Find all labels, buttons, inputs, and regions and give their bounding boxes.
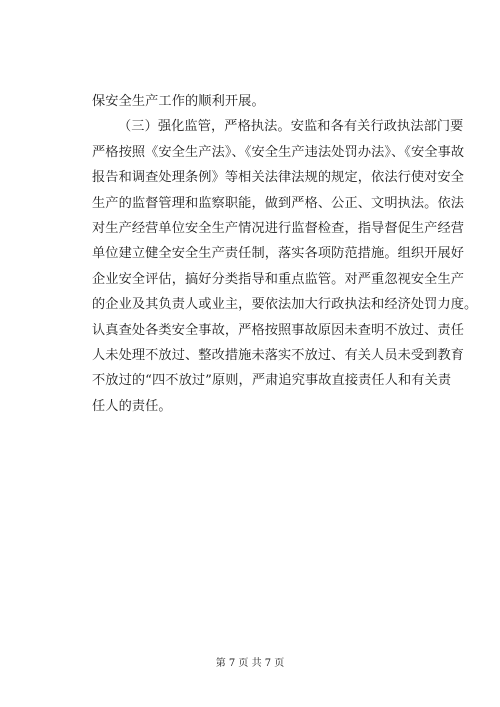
text-line: 严格按照《安全生产法》、《安全生产违法处罚办法》、《安全事故 <box>92 144 465 160</box>
page-number-footer: 第 7 页 共 7 页 <box>215 658 285 669</box>
document-body <box>92 89 478 419</box>
text-line: 的企业及其负责人或业主，要依法加大行政执法和经济处罚力度。 <box>92 297 478 313</box>
text-line: 认真查处各类安全事故，严格按照事故原因未查明不放过、责任 <box>92 322 465 338</box>
text-line: 保安全生产工作的顺利开展。 <box>92 94 265 109</box>
text-line: 企业安全评估，搞好分类指导和重点监管。对严重忽视安全生产 <box>92 271 465 287</box>
text-line: 对生产经营单位安全生产情况进行监督检查，指导督促生产经营 <box>92 220 465 236</box>
text-line: 报告和调查处理条例》等相关法律法规的规定，依法行使对安全 <box>92 170 465 186</box>
text-line-section-heading: （三）强化监管，严格执法。安监和各有关行政执法部门要 <box>118 119 464 135</box>
text-line: 单位建立健全安全生产责任制，落实各项防范措施。组织开展好 <box>92 246 465 262</box>
text-line: 生产的监督管理和监察职能，做到严格、公正、文明执法。依法 <box>92 195 465 211</box>
text-line: 任人的责任。 <box>92 398 172 414</box>
text-line: 不放过的“四不放过”原则，严肃追究事故直接责任人和有关责 <box>92 373 452 389</box>
text-line: 人未处理不放过、整改措施未落实不放过、有关人员未受到教育 <box>92 347 465 363</box>
